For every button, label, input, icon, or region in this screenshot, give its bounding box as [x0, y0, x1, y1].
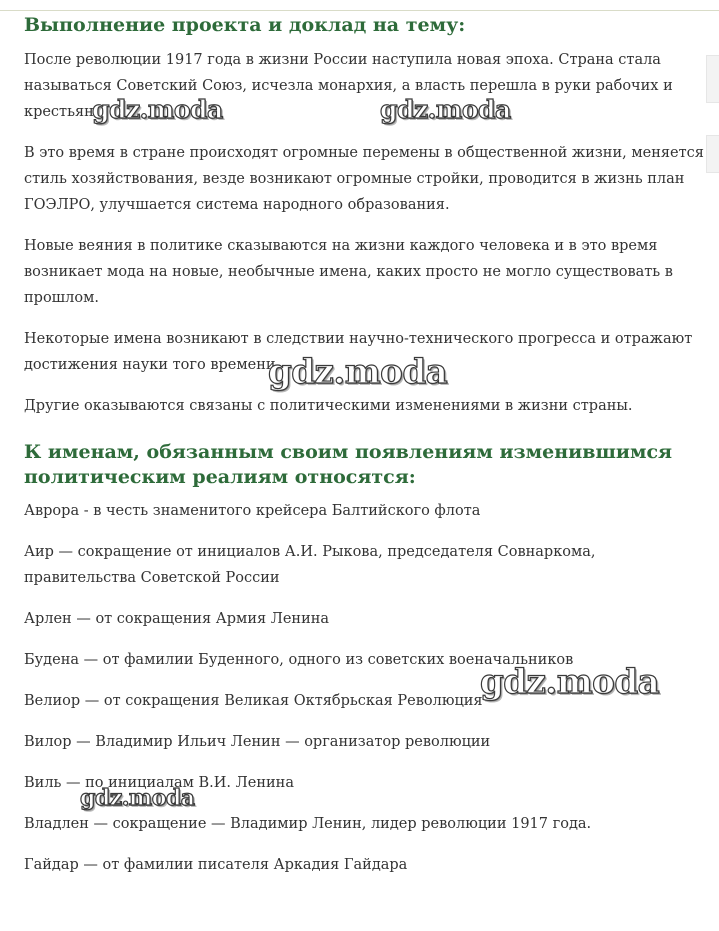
name-entry: Виль — по инициалам В.И. Ленина: [24, 775, 294, 791]
section-heading: Выполнение проекта и доклад на тему:: [24, 14, 466, 36]
watermark-logo: gdz.moda: [480, 662, 660, 702]
name-entry: Владлен — сокращение — Владимир Ленин, лидер революции 1917 года.: [24, 816, 592, 832]
paragraph: После революции 1917 года в жизни России наступила новая эпоха. Страна стала называться Советский Союз, исчезла монархия, а власть перешла в руки рабочих и крестьян.: [24, 52, 673, 120]
paragraph: Некоторые имена возникают в следствии научно-технического прогресса и отражают достижения науки того времени.: [24, 331, 693, 373]
bottom-fade: [0, 880, 719, 931]
watermark-logo: gdz.moda: [92, 95, 223, 124]
paragraph: Новые веяния в политике сказываются на жизни каждого человека и в это время возникает мода на новые, необычные имена, каких просто не могло существовать в прошлом.: [24, 238, 673, 306]
name-entry: Велиор — от сокращения Великая Октябрьская Революция: [24, 693, 483, 709]
article-content: [24, 13, 704, 893]
name-entry: Аир — сокращение от инициалов А.И. Рыкова, председателя Совнаркома, правительства Советской России: [24, 544, 596, 586]
paragraph: Другие оказываются связаны с политическими изменениями в жизни страны.: [24, 398, 633, 414]
paragraph: В это время в стране происходят огромные перемены в общественной жизни, меняется стиль хозяйствования, везде возникают огромные стройки, проводится в жизнь план ГОЭЛРО, улучшается система народного образования.: [24, 145, 704, 213]
watermark-logo: gdz.moda: [268, 352, 448, 392]
name-entry: Арлен — от сокращения Армия Ленина: [24, 611, 330, 627]
side-panel-edge: [706, 135, 719, 173]
name-entry: Аврора - в честь знаменитого крейсера Балтийского флота: [24, 503, 481, 519]
name-entry: Будена — от фамилии Буденного, одного из советских военачальников: [24, 652, 574, 668]
watermark-logo: gdz.moda: [80, 785, 195, 811]
top-divider: [0, 10, 719, 11]
names-heading: К именам, обязанным своим появлениям изменившимся политическим реалиям относятся:: [24, 441, 673, 488]
side-panel-edge: [706, 55, 719, 103]
name-entry: Гайдар — от фамилии писателя Аркадия Гайдара: [24, 857, 408, 873]
name-entry: Вилор — Владимир Ильич Ленин — организатор революции: [24, 734, 491, 750]
watermark-logo: gdz.moda: [380, 95, 511, 124]
